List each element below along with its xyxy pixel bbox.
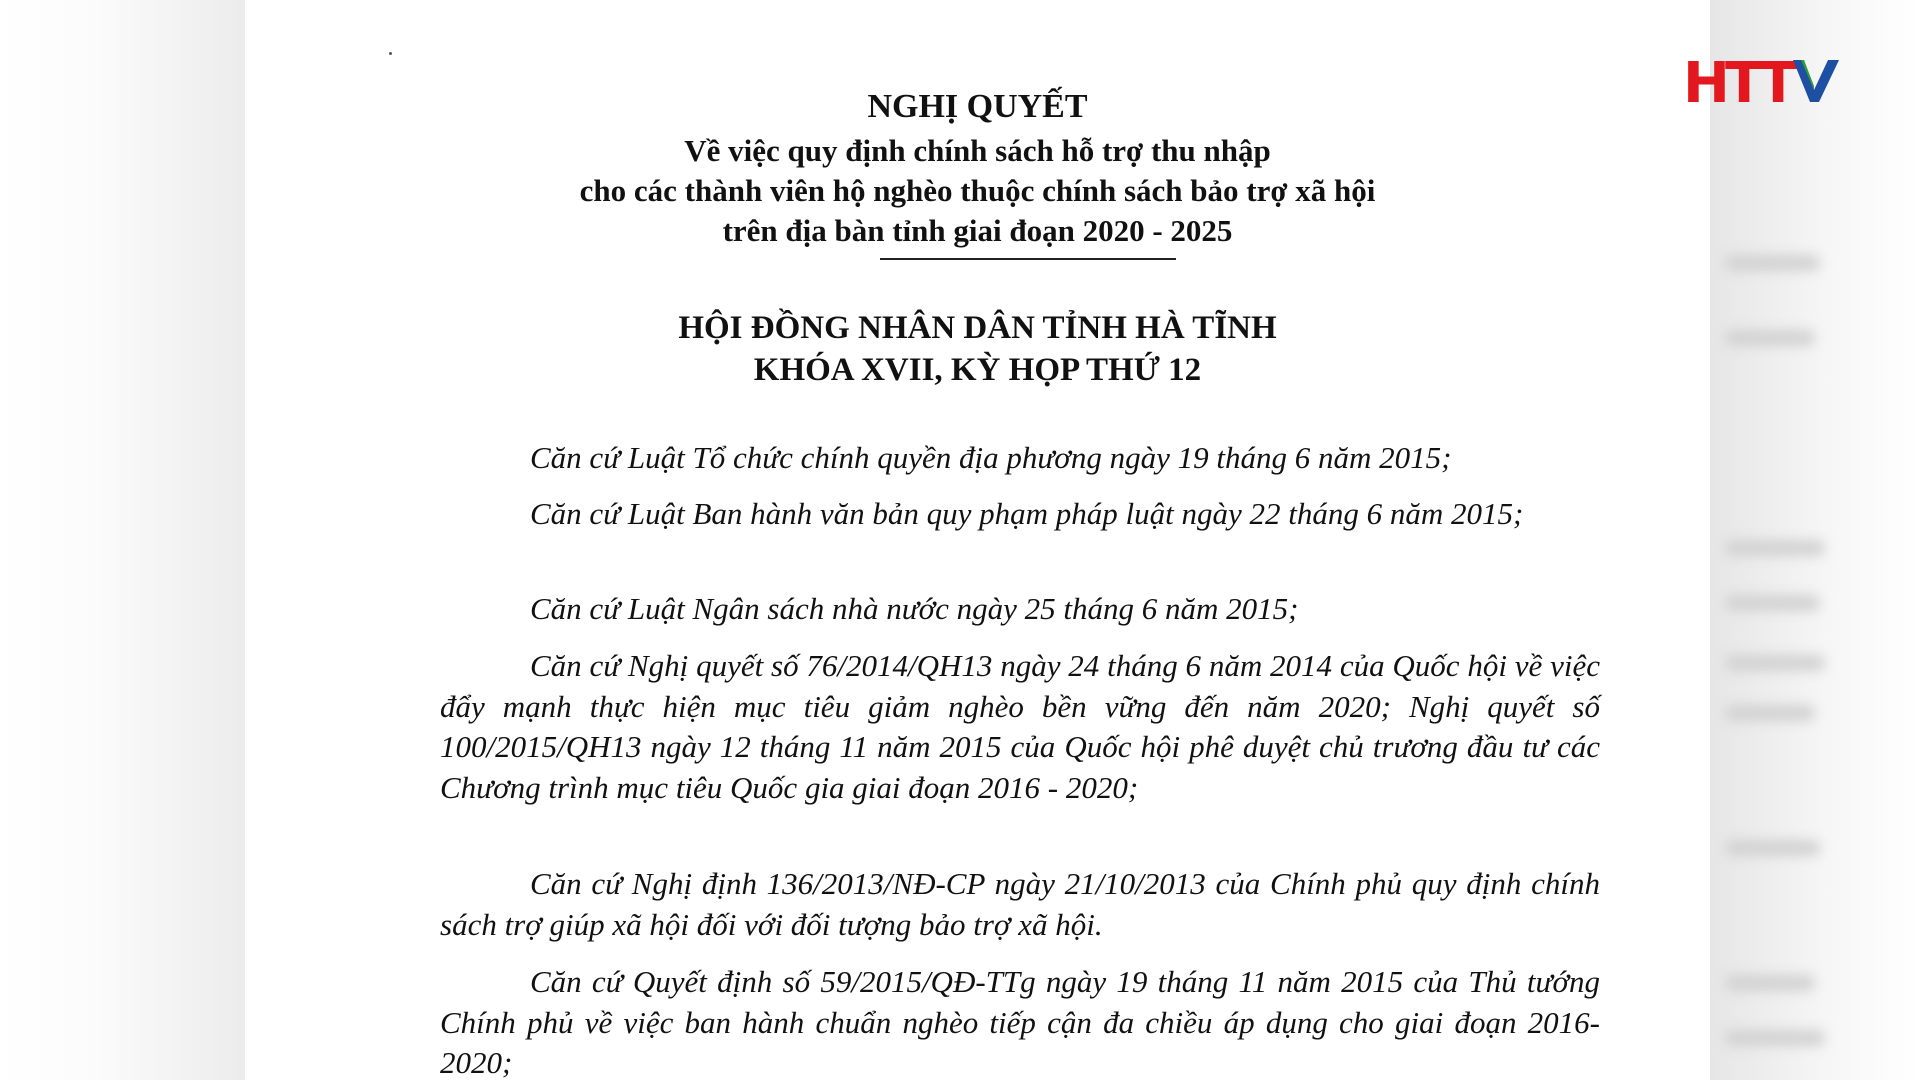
background-left-blur	[0, 0, 245, 1080]
document-page	[245, 0, 1710, 1080]
council-name: HỘI ĐỒNG NHÂN DÂN TỈNH HÀ TĨNH	[678, 310, 1277, 346]
blurred-text-line	[1725, 540, 1825, 556]
legal-basis-paragraph: Căn cứ Nghị quyết số 76/2014/QH13 ngày 24 tháng 6 năm 2014 của Quốc hội về việc đẩy mạnh thực hiện mục tiêu giảm nghèo bền vững đến năm 2020; Nghị quyết số 100/2015/QH13 ngày 12 tháng 11 năm 2015 của Quốc hội phê duyệt chủ trương đầu tư các Chương trình mục tiêu Quốc gia giai đoạn 2016 - 2020;	[440, 648, 1600, 805]
document-title: NGHỊ QUYẾT	[867, 88, 1088, 125]
legal-basis-paragraph: Căn cứ Luật Tổ chức chính quyền địa phương ngày 19 tháng 6 năm 2015;	[530, 440, 1452, 475]
legal-basis-paragraph: Căn cứ Luật Ngân sách nhà nước ngày 25 tháng 6 năm 2015;	[530, 591, 1299, 626]
legal-basis-paragraph: Căn cứ Nghị định 136/2013/NĐ-CP ngày 21/10/2013 của Chính phủ quy định chính sách trợ giúp xã hội đối với đối tượng bảo trợ xã hội.	[440, 866, 1600, 942]
blurred-text-line	[1725, 1030, 1825, 1046]
council-session: KHÓA XVII, KỲ HỌP THỨ 12	[753, 352, 1202, 388]
document-subtitle-line: cho các thành viên hộ nghèo thuộc chính sách bảo trợ xã hội	[579, 173, 1376, 208]
blurred-text-line	[1725, 655, 1825, 671]
blurred-text-line	[1725, 975, 1815, 991]
title-divider	[880, 258, 1176, 260]
blurred-text-line	[1725, 255, 1820, 271]
logo-letter-t2: T	[1759, 52, 1796, 108]
legal-basis-paragraph: Căn cứ Luật Ban hành văn bản quy phạm pháp luật ngày 22 tháng 6 năm 2015;	[530, 496, 1524, 531]
blurred-text-line	[1725, 595, 1820, 611]
logo-letter-t1: T	[1725, 52, 1762, 108]
legal-basis-paragraph: Căn cứ Quyết định số 59/2015/QĐ-TTg ngày 19 tháng 11 năm 2015 của Thủ tướng Chính phủ về việc ban hành chuẩn nghèo tiếp cận đa chiều áp dụng cho giai đoạn 2016-2020;	[440, 964, 1600, 1080]
scan-speck	[389, 52, 392, 55]
document-subtitle-line: trên địa bàn tỉnh giai đoạn 2020 - 2025	[722, 213, 1233, 248]
blurred-text-line	[1725, 330, 1815, 346]
logo-letter-h: H	[1683, 52, 1728, 108]
blurred-text-line	[1725, 705, 1815, 721]
httv-logo	[1683, 52, 1848, 108]
logo-letter-v	[1793, 60, 1839, 102]
document-subtitle-line: Về việc quy định chính sách hỗ trợ thu nhập	[684, 133, 1271, 168]
blurred-text-line	[1725, 840, 1820, 856]
